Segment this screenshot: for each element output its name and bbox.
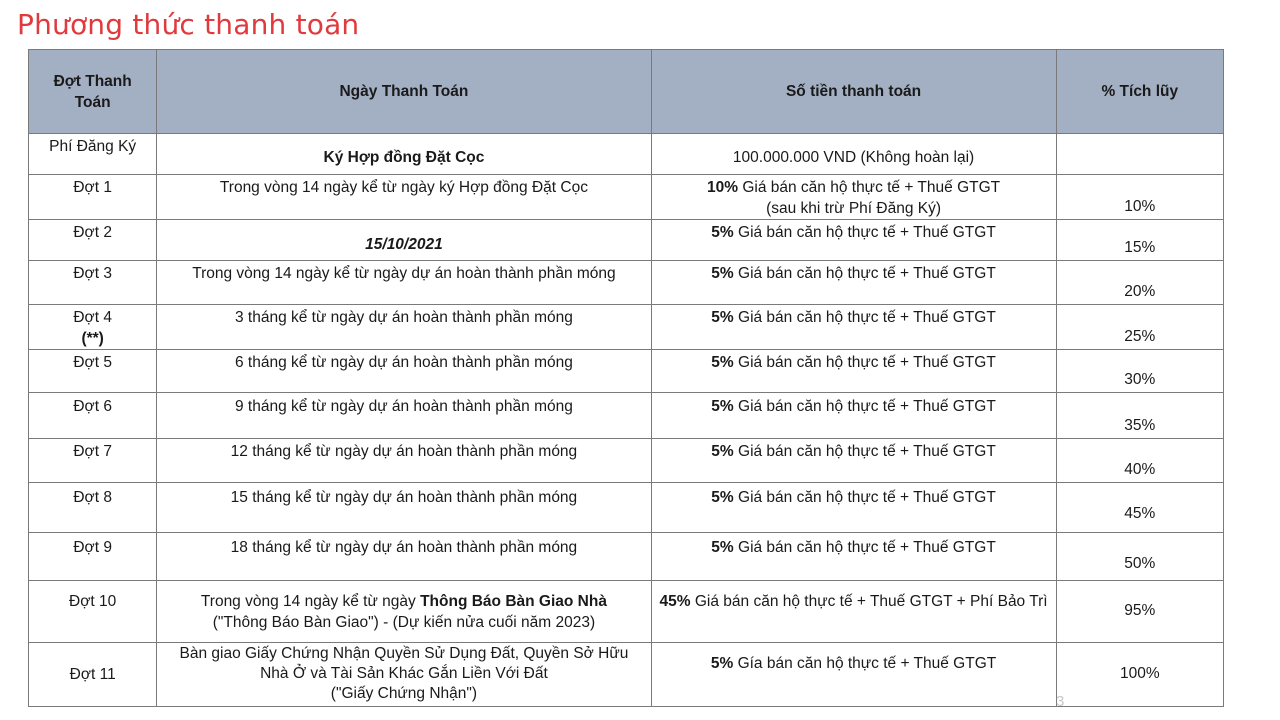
amount-cell: [651, 393, 1056, 439]
stage-note: (**): [81, 330, 104, 347]
table-row: [29, 261, 1224, 305]
table-row: [29, 483, 1224, 533]
header-date: Ngày Thanh Toán: [157, 50, 651, 134]
cumulative-cell: 25%: [1056, 305, 1223, 350]
cumulative-cell: [1056, 134, 1223, 175]
cumulative-cell: 95%: [1056, 581, 1223, 643]
cumulative-cell: 50%: [1056, 533, 1223, 581]
stage-cell: Đợt 9: [29, 533, 157, 581]
amount-cell: [651, 261, 1056, 305]
amount-cell: [651, 581, 1056, 643]
cumulative-cell: 20%: [1056, 261, 1223, 305]
amount-cell: [651, 483, 1056, 533]
table-row: [29, 439, 1224, 483]
stage-cell: [29, 305, 157, 350]
amount-cell: [651, 350, 1056, 393]
cumulative-cell: 15%: [1056, 220, 1223, 261]
table-row: [29, 305, 1224, 350]
stage-cell: Đợt 8: [29, 483, 157, 533]
cumulative-cell: 10%: [1056, 175, 1223, 220]
amount-percent: 5%: [711, 354, 734, 371]
date-cell: 9 tháng kể từ ngày dự án hoàn thành phần móng: [157, 393, 651, 439]
table-row: [29, 134, 1224, 175]
amount-percent: 5%: [711, 489, 734, 506]
page-number: 3: [1056, 693, 1065, 710]
cumulative-cell: 100%: [1056, 643, 1223, 707]
amount-cell: [651, 643, 1056, 707]
date-line2: ("Giấy Chứng Nhận"): [330, 685, 478, 702]
amount-percent: 5%: [711, 265, 734, 282]
cumulative-cell: 40%: [1056, 439, 1223, 483]
amount-percent: 5%: [711, 398, 734, 415]
date-text: Bàn giao Giấy Chứng Nhận Quyền Sử Dụng Đất, Quyền Sở Hữu Nhà Ở và Tài Sản Khác Gắn Liền Với Đất: [179, 645, 629, 682]
payment-schedule-table: [28, 49, 1224, 707]
amount-text: Giá bán căn hộ thực tế + Thuế GTGT: [733, 224, 996, 241]
date-cell: Ký Hợp đồng Đặt Cọc: [157, 134, 651, 175]
date-cell: Trong vòng 14 ngày kể từ ngày dự án hoàn thành phần móng: [157, 261, 651, 305]
amount-percent: 10%: [706, 179, 739, 196]
amount-text: Gía bán căn hộ thực tế + Thuế GTGT: [733, 655, 997, 672]
amount-percent: 5%: [711, 443, 734, 460]
header-amount: Số tiền thanh toán: [651, 50, 1056, 134]
cumulative-cell: 30%: [1056, 350, 1223, 393]
amount-percent: 5%: [711, 539, 734, 556]
stage-cell: Đợt 7: [29, 439, 157, 483]
date-cell: 6 tháng kể từ ngày dự án hoàn thành phần móng: [157, 350, 651, 393]
table-row: [29, 220, 1224, 261]
date-prefix: Trong vòng 14 ngày kể từ ngày: [200, 593, 421, 610]
table-row: [29, 643, 1224, 707]
header-stage: Đợt Thanh Toán: [29, 50, 157, 134]
date-cell: 12 tháng kể từ ngày dự án hoàn thành phần móng: [157, 439, 651, 483]
stage-cell: Đợt 10: [29, 581, 157, 643]
stage-label: Đợt 4: [73, 309, 112, 326]
amount-text: Giá bán căn hộ thực tế + Thuế GTGT: [733, 539, 996, 556]
amount-percent: 5%: [711, 309, 734, 326]
table-row: [29, 175, 1224, 220]
cumulative-cell: 45%: [1056, 483, 1223, 533]
date-cell: 15/10/2021: [157, 220, 651, 261]
amount-percent: 5%: [711, 224, 734, 241]
table-row: [29, 393, 1224, 439]
date-line2: ("Thông Báo Bàn Giao") - (Dự kiến nửa cuối năm 2023): [212, 614, 596, 631]
amount-cell: [651, 439, 1056, 483]
stage-cell: Đợt 2: [29, 220, 157, 261]
amount-text: Giá bán căn hộ thực tế + Thuế GTGT: [733, 354, 996, 371]
table-header-row: [29, 50, 1224, 134]
table-row: [29, 533, 1224, 581]
date-cell: 15 tháng kể từ ngày dự án hoàn thành phần móng: [157, 483, 651, 533]
amount-note: (sau khi trừ Phí Đăng Ký): [766, 200, 942, 217]
date-cell: 18 tháng kể từ ngày dự án hoàn thành phần móng: [157, 533, 651, 581]
date-cell: 3 tháng kể từ ngày dự án hoàn thành phần móng: [157, 305, 651, 350]
date-cell: [157, 581, 651, 643]
amount-percent: 5%: [710, 655, 734, 672]
amount-text: Giá bán căn hộ thực tế + Thuế GTGT: [733, 443, 996, 460]
page-title: Phương thức thanh toán: [17, 8, 360, 41]
amount-cell: [651, 220, 1056, 261]
amount-text: Giá bán căn hộ thực tế + Thuế GTGT: [733, 489, 996, 506]
stage-cell: Đợt 1: [29, 175, 157, 220]
amount-percent: 45%: [659, 593, 691, 610]
stage-cell: Đợt 5: [29, 350, 157, 393]
amount-text: Giá bán căn hộ thực tế + Thuế GTGT: [733, 398, 996, 415]
date-cell: [157, 643, 651, 707]
amount-cell: 100.000.000 VND (Không hoàn lại): [651, 134, 1056, 175]
stage-cell: Đợt 3: [29, 261, 157, 305]
amount-text: Giá bán căn hộ thực tế + Thuế GTGT: [738, 179, 1001, 196]
amount-cell: [651, 533, 1056, 581]
stage-cell: Phí Đăng Ký: [29, 134, 157, 175]
amount-text: Giá bán căn hộ thực tế + Thuế GTGT + Phí Bảo Trì: [690, 593, 1048, 610]
cumulative-cell: 35%: [1056, 393, 1223, 439]
amount-text: Giá bán căn hộ thực tế + Thuế GTGT: [733, 265, 996, 282]
date-cell: Trong vòng 14 ngày kể từ ngày ký Hợp đồng Đặt Cọc: [157, 175, 651, 220]
header-cumulative: % Tích lũy: [1056, 50, 1223, 134]
amount-cell: [651, 305, 1056, 350]
date-bold: Thông Báo Bàn Giao Nhà: [420, 593, 607, 610]
amount-text: Giá bán căn hộ thực tế + Thuế GTGT: [733, 309, 996, 326]
table-row: [29, 581, 1224, 643]
stage-cell: Đợt 6: [29, 393, 157, 439]
table-row: [29, 350, 1224, 393]
amount-cell: [651, 175, 1056, 220]
stage-cell: Đợt 11: [29, 643, 157, 707]
